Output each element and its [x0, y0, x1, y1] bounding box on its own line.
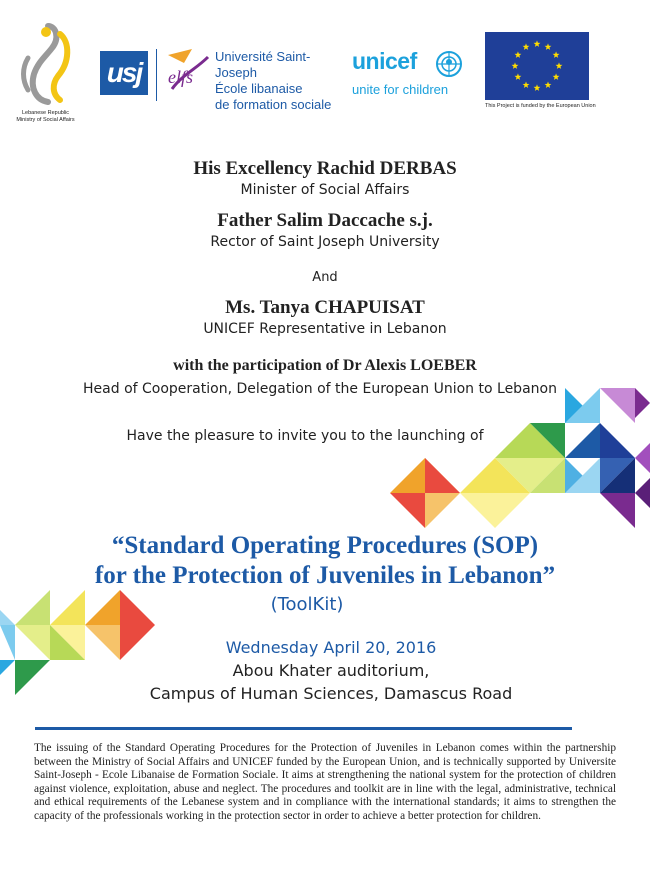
- participation-role: Head of Cooperation, Delegation of the European Union to Lebanon: [83, 381, 557, 397]
- elfs-name-line2: de formation sociale: [215, 97, 332, 112]
- eu-star-icon: [553, 73, 560, 80]
- section-divider: [35, 727, 572, 730]
- eu-flag-logo: [485, 32, 596, 112]
- eu-funding-caption: This Project is funded by the European Union: [485, 103, 596, 109]
- elfs-text: elfs: [168, 67, 193, 87]
- ministry-social-affairs-logo: [8, 18, 83, 133]
- host1-role: Minister of Social Affairs: [240, 182, 410, 198]
- eu-star-icon: [553, 51, 560, 58]
- eu-star-icon: [545, 81, 552, 88]
- eu-star-icon: [515, 51, 522, 58]
- eu-star-icon: [523, 81, 530, 88]
- eu-star-icon: [545, 43, 552, 50]
- eu-star-icon: [512, 62, 519, 69]
- usj-separator: [156, 49, 157, 101]
- elfs-name-line1: École libanaise: [215, 81, 303, 96]
- unicef-logo: [352, 48, 467, 108]
- unicef-tagline: unite for children: [352, 82, 449, 97]
- invite-line: Have the pleasure to invite you to the launching of: [126, 428, 484, 444]
- unicef-emblem-icon: [435, 50, 463, 78]
- eu-star-icon: [523, 43, 530, 50]
- description-paragraph: The issuing of the Standard Operating Procedures for the Protection of Juveniles in Lebanon comes within the partnership between the Ministry of Social Affairs and UNICEF funded by the European Union, and is technically supported by Universite Saint-Joseph - Ecole Libanaise de Formation Sociale. It aims at strengthening the national system for the protection of children against violence, exploitation, abuse and neglect. The procedures and toolkit are in line with the legal, administrative, technical and ethical requirements of the Lebanese system and in compliance with the international standards; it aims to strengthen the capacity of the professionals working in the protection sector in order to achieve a better protection for children.: [34, 742, 616, 822]
- conjunction: And: [312, 270, 338, 285]
- usj-mark: usj: [100, 51, 148, 95]
- ministry-caption-line2: Ministry of Social Affairs: [16, 117, 75, 123]
- eu-star-icon: [534, 84, 541, 91]
- decorative-triangles-right: [390, 388, 650, 528]
- eu-star-icon: [556, 62, 563, 69]
- event-title-line1: “Standard Operating Procedures (SOP): [111, 532, 539, 559]
- host3-name: Ms. Tanya CHAPUISAT: [225, 297, 425, 318]
- event-date: Wednesday April 20, 2016: [225, 638, 437, 657]
- eu-stars-icon: [485, 32, 589, 100]
- elfs-mark-icon: [162, 45, 212, 101]
- usj-name: Université Saint-Joseph: [215, 49, 311, 80]
- event-subtitle: (ToolKit): [270, 594, 344, 615]
- eu-star-icon: [515, 73, 522, 80]
- host2-role: Rector of Saint Joseph University: [210, 234, 440, 250]
- usj-elfs-logo: [100, 45, 340, 112]
- unicef-wordmark: unicef: [352, 48, 417, 74]
- host3-role: UNICEF Representative in Lebanon: [203, 321, 447, 337]
- eu-star-icon: [534, 40, 541, 47]
- host2-name: Father Salim Daccache s.j.: [217, 210, 433, 231]
- participation-line: with the participation of Dr Alexis LOEBER: [173, 357, 477, 374]
- event-venue-line1: Abou Khater auditorium,: [232, 661, 430, 680]
- eu-flag: [485, 32, 589, 100]
- event-title-line2: for the Protection of Juveniles in Lebanon”: [94, 562, 556, 589]
- host1-name: His Excellency Rachid DERBAS: [193, 158, 457, 179]
- logo-bar: [0, 0, 650, 140]
- ministry-figure-icon: [8, 18, 83, 108]
- ministry-caption-line1: Lebanese Republic: [21, 110, 70, 116]
- event-venue-line2: Campus of Human Sciences, Damascus Road: [149, 684, 513, 703]
